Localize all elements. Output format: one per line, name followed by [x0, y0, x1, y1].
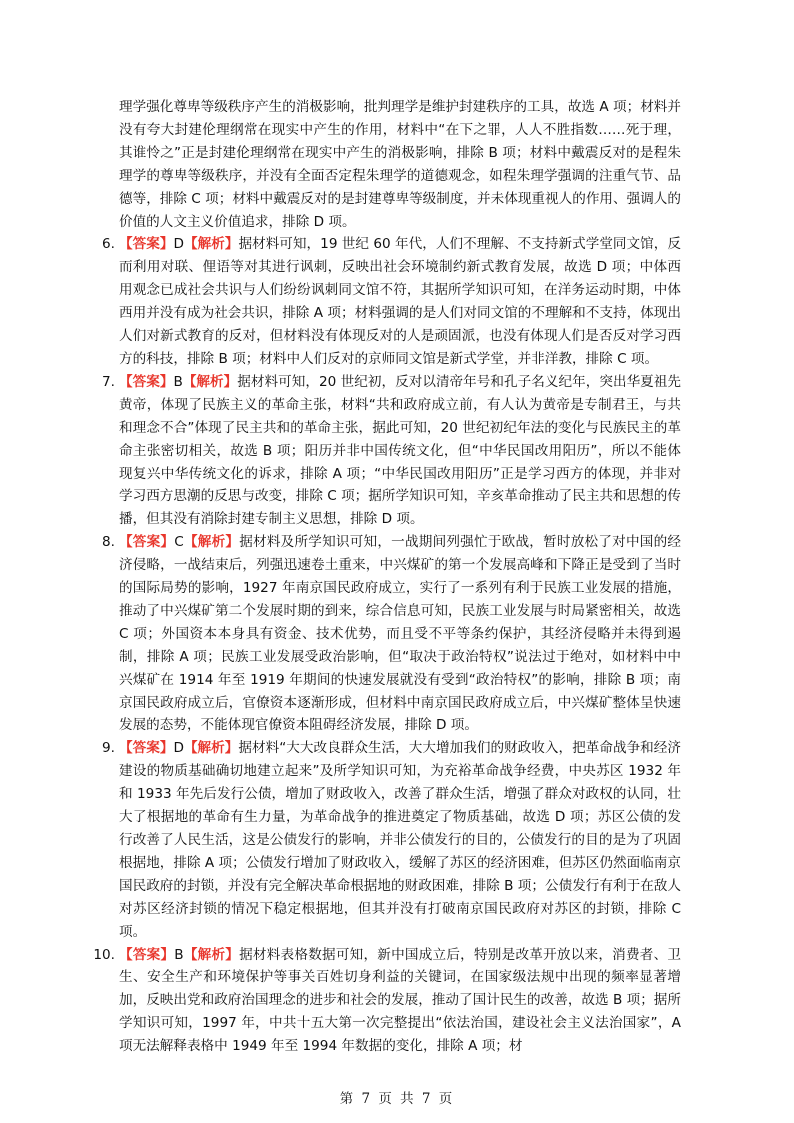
- item-10: [93, 944, 682, 1059]
- analysis-tag: 【解析】: [183, 236, 239, 253]
- analysis-text: 据材料可知，19 世纪 60 年代，人们不理解、不支持新式学堂同文馆，反而利用对联、俚语等对其进行讽刺，反映出社会环境制约新式教育发展，故选 D 项；中体西用观念已成社会共识与人们纷纷讽刺同文馆不符，其据所学知识可知，在洋务运动时期，中体西用并没有成为社会共识，排除 A 项；材料强调的是人们对同文馆的不理解和不支持，体现出人们对新式教育的反对，但材料没有体现反对的人是顽固派，也没有体现人们是否反对学习西方的科技，排除 B 项；材料中人们反对的京师同文馆是新式学堂，并非洋教，排除 C 项。: [119, 236, 682, 367]
- answer-tag: 【答案】: [119, 373, 174, 390]
- answer-tag: 【答案】: [119, 946, 175, 963]
- analysis-tag: 【解析】: [183, 740, 239, 757]
- item-number: 7.: [102, 373, 115, 390]
- item-6: [102, 233, 682, 370]
- page-footer: 第 7 页 共 7 页: [339, 1091, 455, 1107]
- item-number: 10.: [93, 946, 115, 963]
- answer-tag: 【答案】: [119, 740, 174, 757]
- answer-tag: 【答案】: [119, 236, 174, 253]
- analysis-text: 据材料表格数据可知，新中国成立后，特别是改革开放以来，消费者、卫生、安全生产和环境保护等事关百姓切身利益的关键词，在国家级法规中出现的频率显著增加，反映出党和政府治国理念的进步和社会的发展，推动了国计民生的改善，故选 B 项；据所学知识可知，1997 年，中共十五大第一次完整提出“依法治国，建设社会主义法治国家”，A 项无法解释表格中 1949 年至 1994 年数据的变化，排除 A 项；材: [119, 946, 682, 1055]
- item-9: [102, 737, 682, 943]
- answer-tag: 【答案】: [119, 534, 175, 551]
- analysis-tag: 【解析】: [183, 946, 240, 963]
- item-number: 6.: [102, 236, 115, 253]
- item-7: [102, 371, 682, 531]
- answer-letter: B: [174, 946, 184, 963]
- item-number: 8.: [102, 534, 115, 551]
- answer-letter: B: [173, 373, 183, 390]
- answer-explanations: [93, 96, 682, 1058]
- answer-letter: C: [174, 534, 184, 551]
- continuation-paragraph: [119, 96, 681, 233]
- item-number: 9.: [102, 740, 115, 757]
- item-8: [102, 531, 681, 737]
- answer-letter: D: [173, 740, 184, 757]
- analysis-text: 据材料及所学知识可知，一战期间列强忙于欧战，暂时放松了对中国的经济侵略，一战结束后，列强迅速卷土重来，中兴煤矿的第一个发展高峰和下降正是受到了当时的国际局势的影响，1927 年南京国民政府成立，实行了一系列有利于民族工业发展的措施，推动了中兴煤矿第二个发展时期的到来，综合信息可知，民族工业发展与时局紧密相关，故选 C 项；外国资本本身具有资金、技术优势，而且受不平等条约保护，其经济侵略并未得到遏制，排除 A 项；民族工业发展受政治影响，但“取决于政治特权”说法过于绝对，如材料中中兴煤矿在 1914 年至 1919 年期间的快速发展就没有受到“政治特权”的影响，排除 B 项；南京国民政府成立后，官僚资本逐渐形成，但材料中南京国民政府成立后，中兴煤矿整体呈快速发展的态势，不能体现官僚资本阻碍经济发展，排除 D 项。: [119, 534, 681, 734]
- answer-letter: D: [173, 236, 184, 253]
- analysis-tag: 【解析】: [182, 373, 238, 390]
- analysis-tag: 【解析】: [183, 534, 240, 551]
- continuation-text: 理学强化尊卑等级秩序产生的消极影响，批判理学是维护封建秩序的工具，故选 A 项；材料并没有夸大封建伦理纲常在现实中产生的作用，材料中“在下之罪，人人不胜指数……死于理，其谁怜之”正是封建伦理纲常在现实中产生的消极影响，排除 B 项；材料中戴震反对的是程朱理学的尊卑等级秩序，并没有全面否定程朱理学的道德观念，如程朱理学强调的注重气节、品德等，排除 C 项；材料中戴震反对的是封建尊卑等级制度，并未体现重视人的作用、强调人的价值的人文主义价值追求，排除 D 项。: [119, 99, 681, 230]
- analysis-text: 据材料可知，20 世纪初，反对以清帝年号和孔子名义纪年，突出华夏祖先黄帝，体现了民族主义的革命主张，材料“共和政府成立前，有人认为黄帝是专制君王，与共和理念不合”体现了民主共和的革命主张，据此可知，20 世纪初纪年法的变化与民族民主的革命主张密切相关，故选 B 项；阳历并非中国传统文化，但“中华民国改用阳历”，所以不能体现复兴中华传统文化的诉求，排除 A 项；“中华民国改用阳历”正是学习西方的体现，并非对学习西方思潮的反思与改变，排除 C 项；据所学知识可知，辛亥革命推动了民主共和思想的传播，但其没有消除封建专制主义思想，排除 D 项。: [119, 373, 682, 528]
- analysis-text: 据材料“大大改良群众生活，大大增加我们的财政收入，把革命战争和经济建设的物质基础确切地建立起来”及所学知识可知，为充裕革命战争经费，中央苏区 1932 年和 1933 年先后发行公债，增加了财政收入，改善了群众生活，增强了群众对政权的认同，壮大了根据地的革命有生力量，为革命战争的推进奠定了物质基础，故选 D 项；苏区公债的发行改善了人民生活，这是公债发行的影响，并非公债发行的目的，公债发行的目的是为了巩固根据地，排除 A 项；公债发行增加了财政收入，缓解了苏区的经济困难，但苏区仍然面临南京国民政府的封锁，并没有完全解决革命根据地的财政困难，排除 B 项；公债发行有利于在敌人对苏区经济封锁的情况下稳定根据地，但其并没有打破南京国民政府对苏区的封锁，排除 C 项。: [119, 740, 682, 940]
